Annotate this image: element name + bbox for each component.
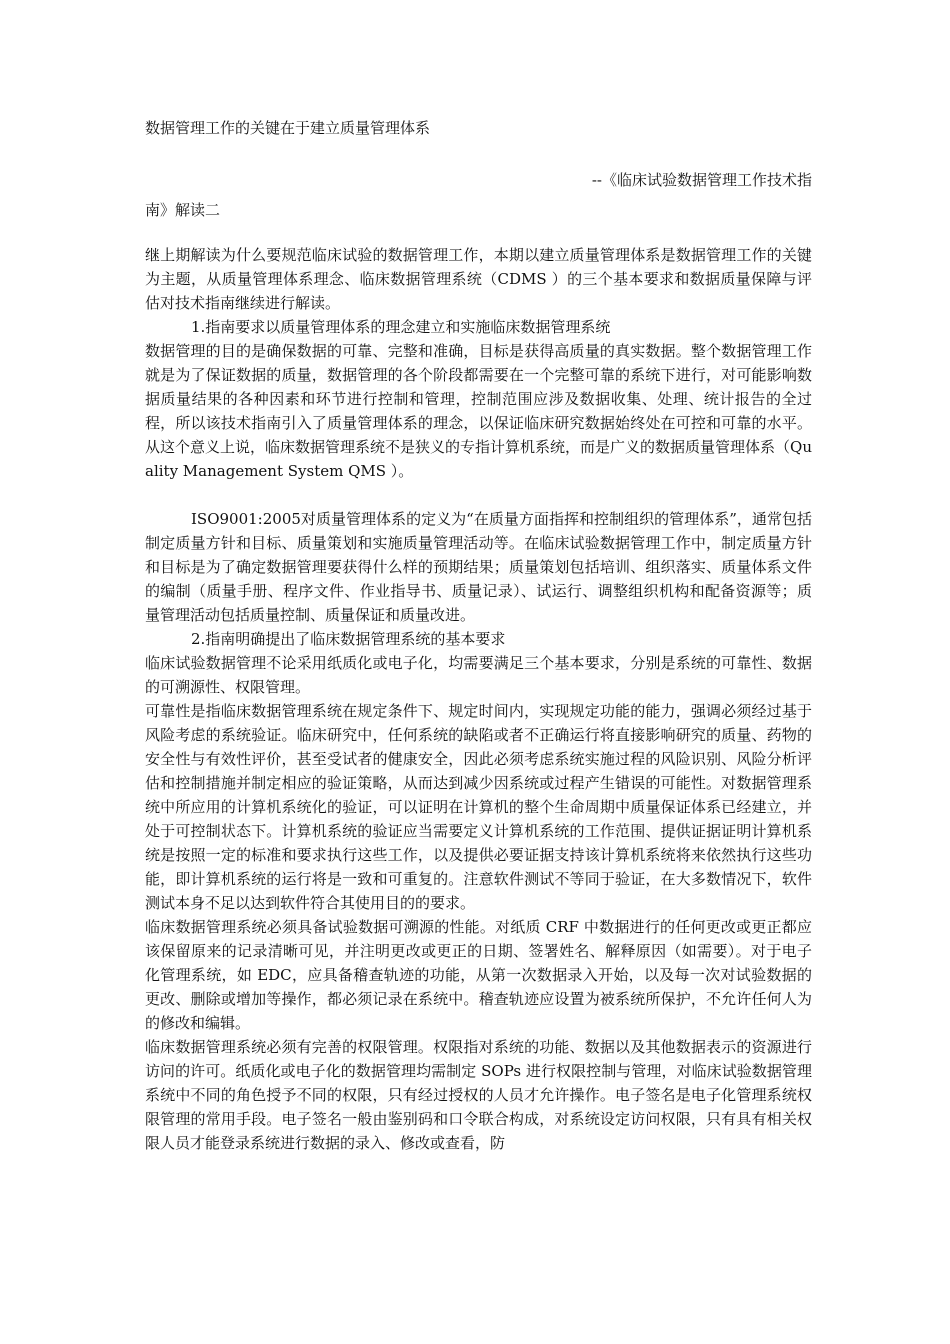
paragraph-spacer — [145, 483, 812, 507]
body-paragraph: 临床数据管理系统必须有完善的权限管理。权限指对系统的功能、数据以及其他数据表示的资源进行访问的许可。纸质化或电子化的数据管理均需制定 SOPs 进行权限控制与管理，对临床试验数据管理系统中不同的角色授予不同的权限，只有经过授权的人员才允许操作。电子签名是电子化管理系统权限管理的常用手段。电子签名一般由鉴别码和口令联合构成，对系统设定访问权限，只有具有相关权限人员才能登录系统进行数据的录入、修改或查看，防 — [145, 1038, 812, 1152]
body-paragraph: 临床试验数据管理不论采用纸质化或电子化，均需要满足三个基本要求，分别是系统的可靠性、数据的可溯源性、权限管理。 — [145, 654, 812, 696]
body-paragraph: 可靠性是指临床数据管理系统在规定条件下、规定时间内，实现规定功能的能力，强调必须经过基于风险考虑的系统验证。临床研究中，任何系统的缺陷或者不正确运行将直接影响研究的质量、药物的安全性与有效性评价，甚至受试者的健康安全，因此必须考虑系统实施过程的风险识别、风险分析评估和控制措施并制定相应的验证策略，从而达到减少因系统或过程产生错误的可能性。对数据管理系统中所应用的计算机系统化的验证，可以证明在计算机的整个生命周期中质量保证体系已经建立，并处于可控制状态下。计算机系统的验证应当需要定义计算机系统的工作范围、提供证据证明计算机系统是按照一定的标准和要求执行这些工作，以及提供必要证据支持该计算机系统将来依然执行这些功能，即计算机系统的运行将是一致和可重复的。注意软件测试不等同于验证，在大多数情况下，软件测试本身不足以达到软件符合其使用目的的要求。 — [145, 702, 812, 912]
intro-paragraph: 继上期解读为什么要规范临床试验的数据管理工作，本期以建立质量管理体系是数据管理工作的关键为主题，从质量管理体系理念、临床数据管理系统（CDMS ）的三个基本要求和数据质量保障与评估对技术指南继续进行解读。 — [145, 246, 812, 312]
body-paragraph: 临床数据管理系统必须具备试验数据可溯源的性能。对纸质 CRF 中数据进行的任何更改或更正都应该保留原来的记录清晰可见，并注明更改或更正的日期、签署姓名、解释原因（如需要）。对于电子化管理系统，如 EDC，应具备稽查轨迹的功能，从第一次数据录入开始，以及每一次对试验数据的更改、删除或增加等操作，都必须记录在系统中。稽查轨迹应设置为被系统所保护，不允许任何人为的修改和编辑。 — [145, 918, 812, 1032]
section-heading-2: 2.指南明确提出了临床数据管理系统的基本要求 — [191, 630, 506, 648]
document-subtitle — [145, 168, 812, 222]
subtitle-line-2: 南》解读二 — [145, 201, 221, 219]
body-paragraph: ISO9001:2005对质量管理体系的定义为“在质量方面指挥和控制组织的管理体系”，通常包括制定质量方针和目标、质量策划和实施质量管理活动等。在临床试验数据管理工作中，制定质量方针和目标是为了确定数据管理要获得什么样的预期结果；质量策划包括培训、组织落实、质量体系文件的编制（质量手册、程序文件、作业指导书、质量记录）、试运行、调整组织机构和配备资源等；质量管理活动包括质量控制、质量保证和质量改进。 — [145, 510, 812, 624]
document-title: 数据管理工作的关键在于建立质量管理体系 — [145, 119, 431, 137]
section-heading-1: 1.指南要求以质量管理体系的理念建立和实施临床数据管理系统 — [191, 318, 611, 336]
subtitle-line-1: --《临床试验数据管理工作技术指 — [591, 171, 812, 189]
document-body — [145, 243, 812, 1155]
body-paragraph: 数据管理的目的是确保数据的可靠、完整和准确，目标是获得高质量的真实数据。整个数据管理工作就是为了保证数据的质量，数据管理的各个阶段都需要在一个完整可靠的系统下进行，对可能影响数据质量结果的各种因素和环节进行控制和管理，控制范围应涉及数据收集、处理、统计报告的全过程，所以该技术指南引入了质量管理体系的理念，以保证临床研究数据始终处在可控和可靠的水平。从这个意义上说，临床数据管理系统不是狭义的专指计算机系统，而是广义的数据质量管理体系（Quality Management System QMS ）。 — [145, 342, 812, 480]
